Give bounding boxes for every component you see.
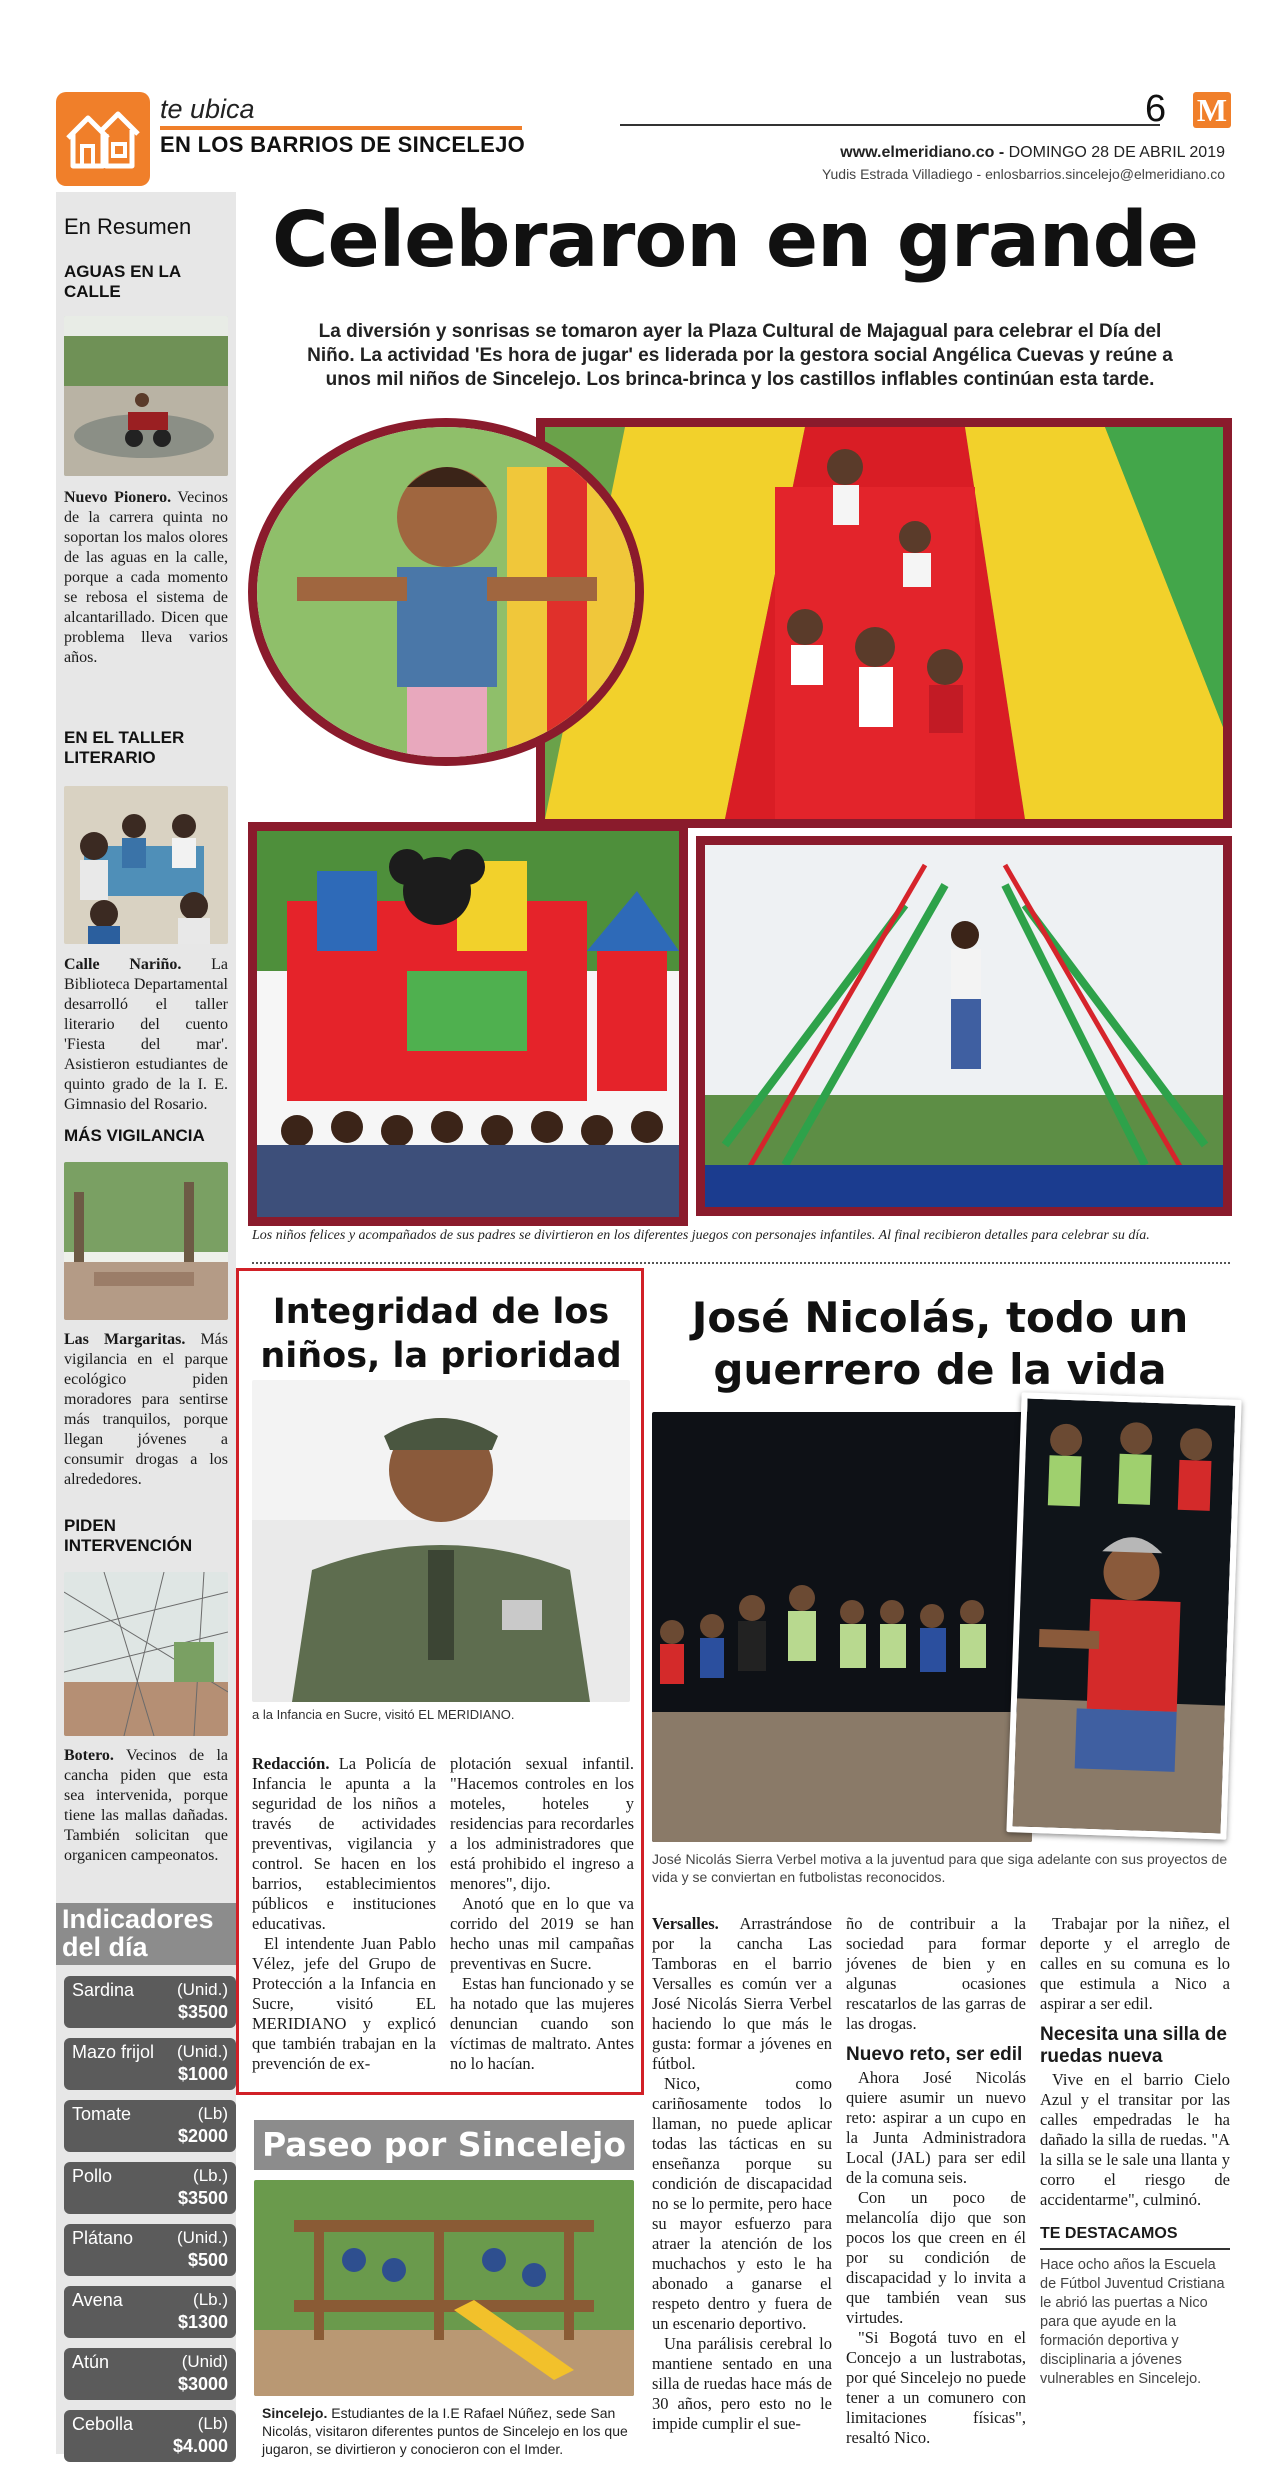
- indicator-name: Atún: [72, 2352, 110, 2372]
- park-photo: [64, 1162, 228, 1320]
- indicator-price: $3500: [177, 2002, 228, 2022]
- sidebar-heading: En Resumen: [64, 214, 192, 239]
- jose-col-2: ño de contribuir a la sociedad para formar jóvenes de bien y en algunas ocasiones rescatarlos de las garras de las drogas. Nuevo reto, ser edil Ahora José Nicolás quiere asumir un nuevo reto: aspirar a un cupo en la Junta Administradora Local (JAL) para ser edil de la comuna seis. Con un poco de melancolía dijo que son pocos los que creen en él por su condición de discapacidad y lo invita a que también vean sus virtudes. "Si Bogotá tuvo en el Concejo a un lustrabotas, por qué Sincelejo no puede tener a un comunero con limitaciones físicas", resaltó Nico.: [846, 1914, 1026, 2447]
- indicator-name: Sardina: [72, 1980, 135, 2000]
- indicator-name: Mazo frijol: [72, 2042, 155, 2062]
- header-rule: [620, 124, 1160, 126]
- sidebar-item-text: Nuevo Pionero. Vecinos de la carrera quinta no soportan los malos olores de las aguas en la calle, porque a cada momento se rebosa el sistema de alcantarillado. Dicen que problema lleva varios años.: [64, 489, 228, 666]
- indicator-price: $1300: [177, 2312, 228, 2332]
- indicator-price: $2000: [177, 2126, 228, 2146]
- sidebar-item-text: Botero. Vecinos de la cancha piden que esta sea intervenida, porque tiene las mallas dañadas. También solicitan que organicen campeonatos.: [64, 1747, 228, 1864]
- indicator-unit: (Lb.): [193, 2290, 228, 2309]
- police-story-title: Integridad de los niños, la prioridad: [260, 1292, 622, 1376]
- issue-date: DOMINGO 28 DE ABRIL 2019: [1008, 144, 1225, 161]
- bouncy-castle-photo: [248, 822, 688, 1226]
- indicator-price: $4.000: [172, 2436, 228, 2456]
- police-col-2: plotación sexual infantil. "Hacemos controles en los moteles, hoteles y residencias para recordarles a los administradores que está prohibido el ingreso a menores", dijo. Anotó que en lo que va corrido del 2019 se han hecho unas mil campañas preventivas en Sucre. Estas han funcionado y se ha notado que las mujeres denuncian cuando son víctimas de maltrato. Antes no lo hacían.: [450, 1754, 634, 2073]
- page-number: 6: [1145, 88, 1167, 130]
- girl-portrait-photo: [248, 418, 644, 766]
- jose-story-title: José Nicolás, todo un guerrero de la vida: [691, 1293, 1189, 1394]
- house-logo-icon: [56, 92, 150, 186]
- indicator-price: $1000: [177, 2064, 228, 2084]
- sidebar-place: Las Margaritas.: [64, 1331, 186, 1348]
- brand-logo: M: [1193, 92, 1231, 128]
- sidebar-item-text: Las Margaritas. Más vigilancia en el parque ecológico piden moradores para sentirse más tranquilos, porque llegan jóvenes a consumir drogas a los alrededores.: [64, 1331, 229, 1488]
- sidebar-place: Nuevo Pionero.: [64, 489, 172, 506]
- police-officer-photo: [252, 1380, 630, 1702]
- sidebar-item-text: Calle Nariño. La Biblioteca Departamental desarrolló el taller literario del cuento 'Fiesta del mar'. Asistieron estudiantes de quinto grado de la I. E. Gimnasio del Rosario.: [64, 956, 229, 1113]
- main-headline: Celebraron en grande: [272, 196, 1198, 285]
- dateline: [840, 144, 1225, 162]
- indicator-unit: (Unid): [181, 2352, 228, 2371]
- section-title: EN LOS BARRIOS DE SINCELEJO: [160, 132, 526, 157]
- indicator-price: $3500: [177, 2188, 228, 2208]
- indicator-unit: (Lb.): [193, 2166, 228, 2185]
- section-rule: [160, 126, 522, 130]
- sidebar-category: AGUAS EN LA CALLE: [64, 262, 181, 301]
- sidebar-category: MÁS VIGILANCIA: [64, 1126, 205, 1145]
- indicator-name: Tomate: [72, 2104, 132, 2124]
- sports-field-photo: [64, 1572, 228, 1736]
- night-team-photo: [652, 1412, 1032, 1842]
- police-photo-caption: a la Infancia en Sucre, visitó EL MERIDIANO.: [252, 1707, 515, 1722]
- jose-col-3: Trabajar por la niñez, el deporte y el arreglo de calles en su comuna es lo que estimula a Nico a aspirar a ser edil. Necesita una silla de ruedas nueva Vive en el barrio Cielo Azul y el transitar por las calles empedradas le ha dañado la silla de ruedas. "A la silla se le sale una llanta y corro el riesgo de accidentarme", culminó. TE DESTACAMOS Hace ocho años la Escuela de Fútbol Juventud Cristiana le abrió las puertas a Nico para que ayude en la formación deportiva y disciplinaria a jóvenes vulnerables en Sincelejo.: [1040, 1914, 1230, 2387]
- author-line: Yudis Estrada Villadiego - enlosbarrios.sincelejo@elmeridiano.co: [821, 166, 1225, 182]
- main-deck: La diversión y sonrisas se tomaron ayer la Plaza Cultural de Majagual para celebrar el Día del Niño. La actividad 'Es hora de jugar' es liderada por la gestora social Angélica Cuevas y reúne a unos mil niños de Sincelejo. Los brinca-brinca y los castillos inflables continúan esta tarde.: [307, 321, 1173, 390]
- destacamos-heading: TE DESTACAMOS: [1040, 2224, 1230, 2250]
- sidebar-category: EN EL TALLER LITERARIO: [64, 728, 185, 767]
- police-col-1: Redacción. La Policía de Infancia le apunta a la seguridad de los niños a través de actividades preventivas, vigilancia y control. Se hacen en los barrios, establecimientos públicos e instituciones educativas. El intendente Juan Pablo Vélez, jefe del Grupo de Protección a la Infancia en Sucre, visitó EL MERIDIANO y explicó que también trabajan en la prevención de ex-: [252, 1754, 436, 2073]
- indicator-row: [64, 2100, 236, 2152]
- indicator-unit: (Unid.): [176, 2042, 228, 2061]
- section-divider: [252, 1262, 1230, 1264]
- indicator-unit: (Unid.): [176, 2228, 228, 2247]
- indicator-price: $500: [187, 2250, 228, 2270]
- indicator-row: [64, 2286, 236, 2338]
- section-kicker: te ubica: [160, 94, 255, 124]
- indicator-price: $3000: [177, 2374, 228, 2394]
- indicator-row: [64, 2162, 236, 2214]
- indicator-row: [64, 2224, 236, 2276]
- indicator-name: Cebolla: [72, 2414, 134, 2434]
- indicator-unit: (Unid.): [176, 1980, 228, 1999]
- street-water-photo: [64, 316, 228, 476]
- indicator-unit: (Lb): [197, 2104, 228, 2123]
- library-workshop-photo: [64, 786, 228, 944]
- sidebar-place: Calle Nariño.: [64, 956, 182, 973]
- indicator-name: Avena: [72, 2290, 123, 2310]
- website-link[interactable]: www.elmeridiano.co -: [840, 144, 1005, 161]
- destacamos-text: Hace ocho años la Escuela de Fútbol Juventud Cristiana le abrió las puertas a Nico para que ayude en la formación deportiva y disciplinaria a jóvenes vulnerables en Sincelejo.: [1040, 2257, 1225, 2387]
- bungee-jump-photo: [696, 836, 1232, 1216]
- subhead-silla-ruedas: Necesita una silla de ruedas nueva: [1040, 2024, 1227, 2067]
- sidebar-category: PIDEN INTERVENCIÓN: [64, 1516, 193, 1555]
- paseo-title: Paseo por Sincelejo: [254, 2120, 634, 2170]
- indicators-title: Indicadores del día: [56, 1903, 236, 1965]
- subhead-nuevo-reto: Nuevo reto, ser edil: [846, 2044, 1023, 2065]
- sidebar-place: Botero.: [64, 1747, 114, 1764]
- main-photo-caption: Los niños felices y acompañados de sus padres se divirtieron en los diferentes juegos con personajes infantiles. Al final recibieron detalles para celebrar su día.: [252, 1228, 1150, 1243]
- jose-photo-caption: José Nicolás Sierra Verbel motiva a la juventud para que siga adelante con sus proyectos de vida y se conviertan en futbolistas reconocidos.: [652, 1851, 1228, 1885]
- paseo-caption: Sincelejo. Estudiantes de la I.E Rafael Núñez, sede San Nicolás, visitaron diferentes puntos de Sincelejo en los que jugaron, se divirtieron y conocieron con el Imder.: [262, 2405, 628, 2457]
- indicator-name: Plátano: [72, 2228, 134, 2248]
- indicator-row: [64, 1976, 236, 2028]
- indicator-row: [64, 2038, 236, 2090]
- paseo-photo: [254, 2180, 634, 2396]
- indicator-row: [64, 2410, 236, 2462]
- jose-col-1: Versalles. Arrastrándose por la cancha Las Tamboras en el barrio Versalles es común ver a José Nicolás Sierra Verbel haciendo lo que más le gusta: formar a jóvenes en fútbol. Nico, como cariñosamente todos lo llaman, no puede aplicar todas las tácticas en su enseñanza porque su condición de discapacidad no se lo permite, pero hace su mayor esfuerzo para atraer la atención de los muchachos y esto le ha abonado a ganarse el respeto dentro y fuera de un escenario deportivo. Una parálisis cerebral lo mantiene sentado en una silla de ruedas hace más de 30 años, pero esto no le impide cumplir el sue-: [652, 1914, 832, 2433]
- jose-nicolas-photo: [1006, 1392, 1241, 1839]
- indicator-row: [64, 2348, 236, 2400]
- indicator-unit: (Lb): [197, 2414, 228, 2433]
- indicator-name: Pollo: [72, 2166, 113, 2186]
